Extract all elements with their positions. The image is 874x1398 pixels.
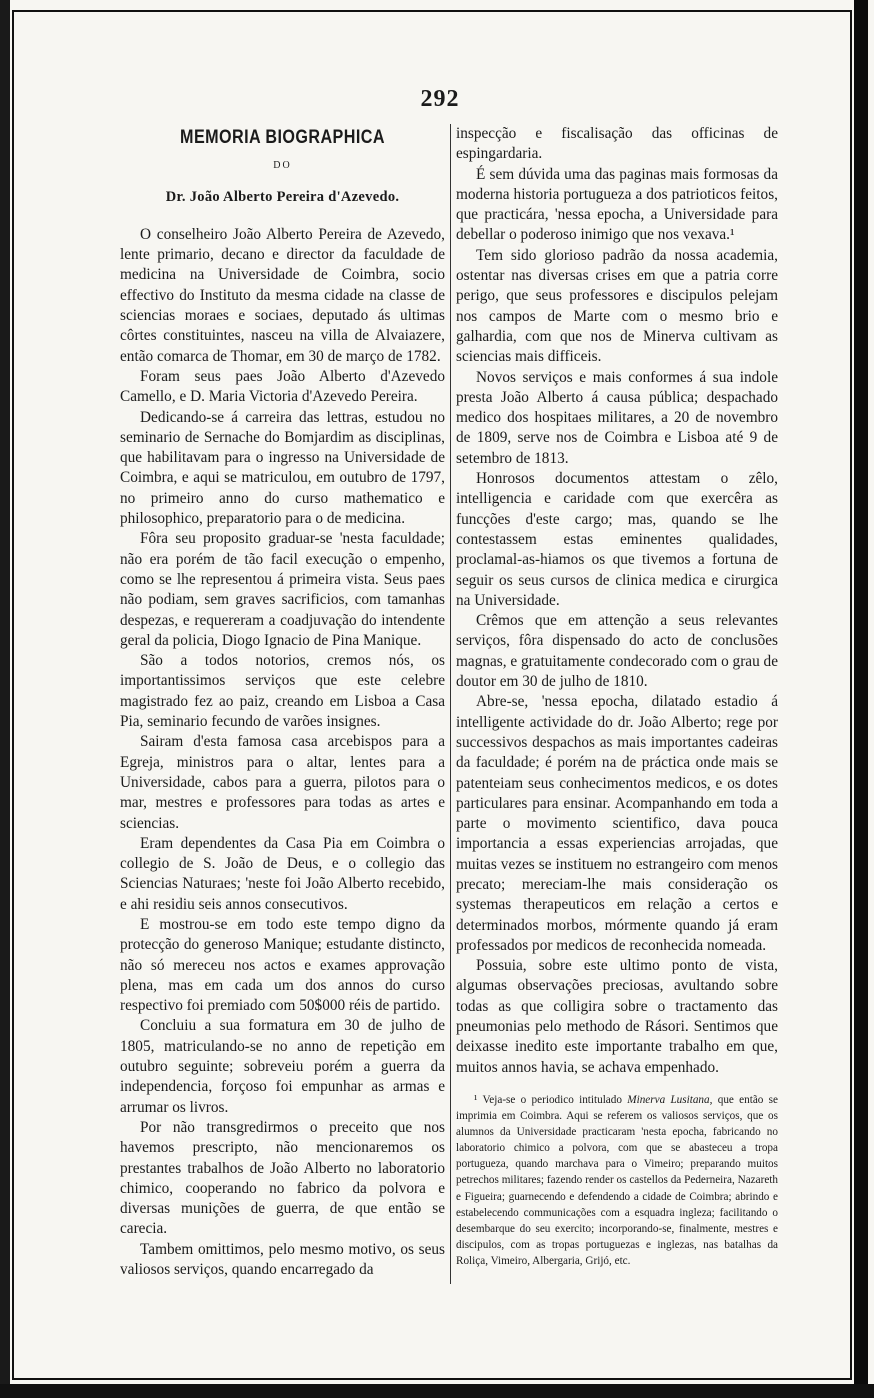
column-divider — [450, 124, 451, 1284]
paragraph: São a todos notorios, cremos nós, os importantissimos serviços que este celebre magistrado fez ao paiz, creando em Lisboa a Casa Pia, seminario fecundo de varões insignes. — [120, 652, 445, 731]
article-subject: Dr. João Alberto Pereira d'Azevedo. — [165, 188, 400, 205]
paragraph: Dedicando-se á carreira das lettras, estudou no seminario de Sernache do Bomjardim as disciplinas, que habilitavam para o ingresso na Universidade de Coimbra, e aqui se matriculou, em outubro de 1797, no primeiro anno do curso mathematico e philosophico, preparatorio para o de medicina. — [120, 408, 445, 528]
paragraph: É sem dúvida uma das paginas mais formosas da moderna historia portugueza a dos patrioticos feitos, que practicára, 'nessa epocha, a Universidade para debellar o poderoso inimigo que nos vexava.¹ — [456, 165, 778, 244]
paragraph: O conselheiro João Alberto Pereira de Azevedo, lente primario, decano e director da faculdade de medicina na Universidade de Coimbra, socio effectivo do Instituto da mesma cidade na classe de sciencias moraes e sociaes, deputado ás ultimas côrtes constituintes, nasceu na villa de Alvaiazere, então comarca de Thomar, em 30 de março de 1782. — [120, 225, 445, 365]
footnote-body: que então se imprimia em Coimbra. Aqui se referem os valiosos serviços, que os alumnos da Universidade practicaram 'nesta epocha, fabricando no laboratorio chimico a polvora, com que se abasteceu a tropa portugueza, quando marchava para o Vimeiro; preparando muitos petrechos militares; fazendo render os castellos da Pederneira, Nazareth e Figueira; guarnecendo e defendendo a cidade de Coimbra; abrindo e estabelecendo communicações com a esquadra ingleza; facilitando o desembarque do seu exercito; incorporando-se, finalmente, mestres e discipulos, com as tropas portuguezas e inglezas, nas batalhas da Roliça, Vimeiro, Albergaria, Grijó, etc. — [456, 1093, 778, 1267]
footnote-lead: Veja-se o periodico intitulado — [482, 1093, 622, 1106]
paragraph: Novos serviços e mais conformes á sua indole presta João Alberto á causa pública; despachado medico dos hospitaes militares, a 20 de novembro de 1809, serve nos de Coimbra e Lisboa até 9 de setembro de 1813. — [456, 368, 778, 467]
left-column — [120, 124, 445, 1280]
article-title: MEMORIA BIOGRAPHICA — [180, 127, 385, 148]
paragraph: E mostrou-se em todo este tempo digno da protecção do generoso Manique; estudante distincto, não só mereceu nos actos e exames approvação plena, mas em cada um dos annos do curso respectivo foi premiado com 50$000 réis de partido. — [120, 915, 445, 1015]
footnote — [456, 1092, 778, 1269]
title-connector: DO — [273, 160, 292, 172]
scan-edge-bottom — [0, 1384, 874, 1398]
paragraph: Por não transgredirmos o preceito que nos havemos prescripto, não mencionaremos os prestantes trabalhos de João Alberto no laboratorio chimico, cooperando no fabrico da polvora e diversas munições de guerra, de que então se carecia. — [120, 1118, 445, 1238]
footnote-periodical: Minerva Lusitana, — [627, 1093, 713, 1106]
paragraph: Tem sido glorioso padrão da nossa academia, ostentar nas diversas crises em que a patria corre perigo, que seus professores e discipulos pelejam nos campos de Marte com o mesmo brio e galhardia, com que nos de Minerva cultivam as sciencias mais difficeis. — [456, 246, 778, 366]
right-column — [456, 124, 778, 1269]
footnote-marker: ¹ — [474, 1093, 478, 1106]
paragraph: Eram dependentes da Casa Pia em Coimbra o collegio de S. João de Deus, e o collegio das Sciencias Naturaes; 'neste foi João Alberto recebido, e ahi residiu seis annos consecutivos. — [120, 834, 445, 913]
paragraph: Possuia, sobre este ultimo ponto de vista, algumas observações preciosas, avultando sobre todas as que colligira sobre o tractamento das pneumonias pelo methodo de Rásori. Sentimos que deixasse inedito este importante trabalho em que, muitos annos havia, se achava empenhado. — [456, 957, 778, 1076]
paragraph: Abre-se, 'nessa epocha, dilatado estadio á intelligente actividade do dr. João Alberto; rege por successivos despachos as mais importantes cadeiras da faculdade; é porém na de práctica onde mais se patenteiam seus conhecimentos medicos, e os dotes particulares para ensinar. Acompanhando em toda a parte o movimento scientifico, dava pouca importancia a essas experiencias arrojadas, que muitas vezes se instituem no estrangeiro com menos precato; mereciam-lhe mais consideração os systemas therapeuticos em relação a certos e determinados morbos, mórmente quando já eram professados por medicos de reconhecida nomeada. — [456, 693, 778, 954]
paragraph: Tambem omittimos, pelo mesmo motivo, os seus valiosos serviços, quando encarregado da — [120, 1240, 445, 1279]
paragraph: Concluiu a sua formatura em 30 de julho de 1805, matriculando-se no anno de repetição em outubro seguinte; sobreveiu porém a guerra da independencia, forçoso foi empunhar as armas e arrumar os livros. — [120, 1017, 445, 1116]
paragraph: Crêmos que em attenção a seus relevantes serviços, fôra dispensado do acto de conclusões magnas, e gratuitamente condecorado com o grau de doutor em 30 de julho de 1810. — [456, 612, 778, 691]
paragraph: Honrosos documentos attestam o zêlo, intelligencia e caridade com que exercêra as funcções d'este cargo; mas, quando se lhe contestassem estas eminentes qualidades, proclamal-as-hiamos os que tivemos a fortuna de seguir os seus cursos de clinica medica e cirurgica na Universidade. — [456, 470, 778, 609]
page-number: 292 — [420, 86, 460, 112]
scan-edge-left — [0, 0, 10, 1398]
paragraph: Foram seus paes João Alberto d'Azevedo Camello, e D. Maria Victoria d'Azevedo Pereira. — [120, 367, 445, 406]
scan-edge-right — [854, 0, 868, 1398]
footnotes — [456, 1092, 778, 1269]
paragraph: Fôra seu proposito graduar-se 'nesta faculdade; não era porém de tão facil execução o empenho, como se lhe representou á primeira vista. Seus paes não podiam, sem graves sacrificios, com tamanhas despezas, e requereram a coadjuvação do intendente geral da policia, Diogo Ignacio de Pina Manique. — [120, 530, 445, 649]
paragraph: Sairam d'esta famosa casa arcebispos para a Egreja, ministros para o altar, lentes para a Universidade, cabos para a guerra, pilotos para o mar, mestres e professores para todas as artes e sciencias. — [120, 733, 445, 832]
paragraph-continued: inspecção e fiscalisação das officinas de espingardaria. — [456, 125, 778, 163]
